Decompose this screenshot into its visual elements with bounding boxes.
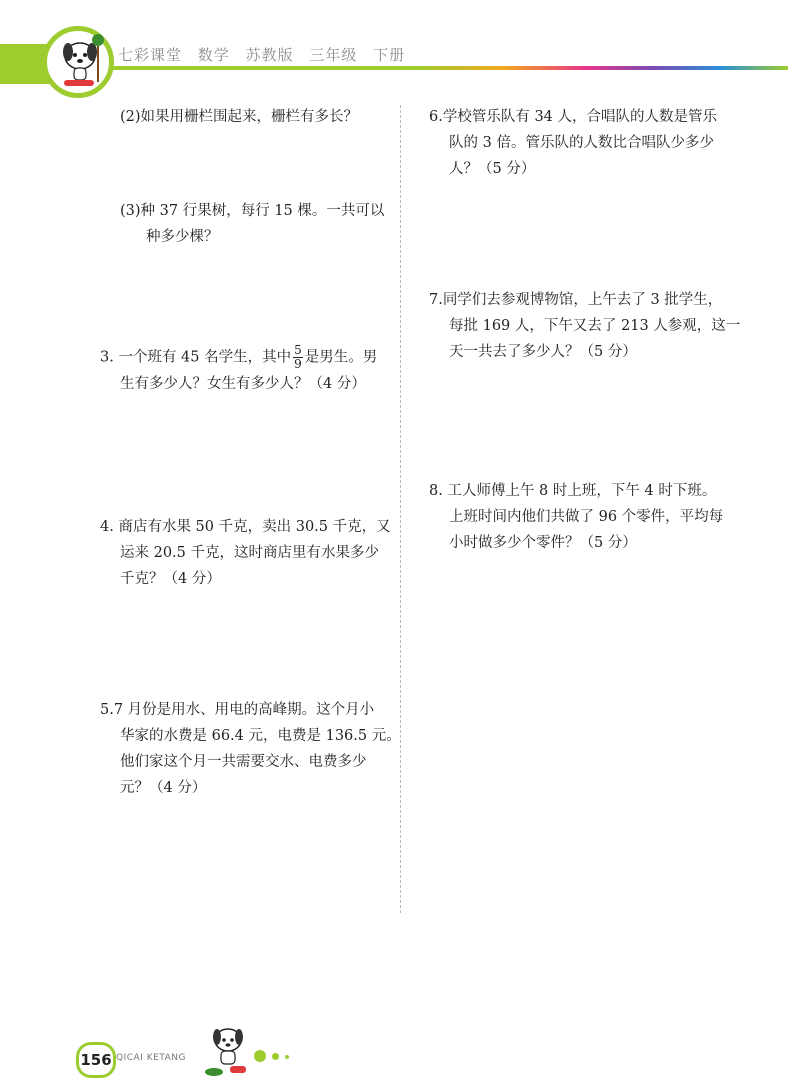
question-text: 一个班有 45 名学生，其中 [118,349,292,366]
question-line: 小时做多少个零件？（5 分） [449,535,637,551]
header-rainbow-line [112,66,788,70]
question-line: 种多少棵？ [146,229,219,245]
page-number: 156 [76,1042,116,1078]
subject-name: 数学 [197,46,230,64]
question-line: 7.同学们去参观博物馆，上午去了 3 批学生， [429,292,723,308]
question-line: 他们家这个月一共需要交水、电费多少 [120,754,367,770]
dot-medium [272,1053,279,1060]
question-line: 天一共去了多少人？（5 分） [449,344,637,360]
question-line: 元？（4 分） [120,780,207,796]
question-5 [100,697,401,801]
brand-text: QICAI KETANG [116,1053,186,1063]
question-line: 生有多少人？女生有多少人？（4 分） [120,376,366,392]
question-3 [100,344,377,397]
series-name: 七彩课堂 [118,46,183,64]
mascot-dog-icon [200,1020,256,1080]
question-line: 5.7 月份是用水、用电的高峰期。这个月小 [100,702,375,718]
question-2-part-2 [120,104,358,130]
question-line: 8. 工人师傅上午 8 时上班，下午 4 时下班。 [429,483,717,499]
question-line: 运来 20.5 千克，这时商店里有水果多少 [120,545,380,561]
page-header [0,0,800,100]
dot-small [285,1055,289,1059]
header-title [118,44,415,65]
question-6 [429,104,717,182]
question-line: 4. 商店有水果 50 千克，卖出 30.5 千克，又 [100,519,391,535]
question-2-part-3 [120,198,384,250]
mascot-dog-icon [50,30,110,92]
question-line: 每批 169 人，下午又去了 213 人参观，这一 [449,318,741,334]
question-line: (2)如果用栅栏围起来，栅栏有多长？ [120,109,359,125]
question-line [100,344,377,371]
dot-large [254,1050,266,1062]
question-number: 3. [100,349,114,366]
question-line: 人？（5 分） [449,161,536,177]
question-line: (3)种 37 行果树，每行 15 棵。一共可以 [120,203,385,219]
question-text: 是男生。男 [304,349,378,366]
question-7 [429,287,740,365]
question-line: 华家的水费是 66.4 元，电费是 136.5 元。 [120,728,401,744]
edition-name: 苏教版 [245,46,294,64]
fraction-numerator: 5 [294,343,302,357]
fraction-denominator: 9 [294,357,302,371]
volume-name: 下册 [373,46,406,64]
page-footer [0,1020,800,1090]
question-8 [429,478,723,556]
question-line: 队的 3 倍。管乐队的人数比合唱队少多少 [449,135,714,151]
fraction-five-ninths [293,344,303,371]
grade-name: 三年级 [309,46,358,64]
question-line: 上班时间内他们共做了 96 个零件，平均每 [449,509,724,525]
question-4 [100,514,391,592]
question-line: 6.学校管乐队有 34 人，合唱队的人数是管乐 [429,109,718,125]
question-line: 千克？（4 分） [120,571,221,587]
